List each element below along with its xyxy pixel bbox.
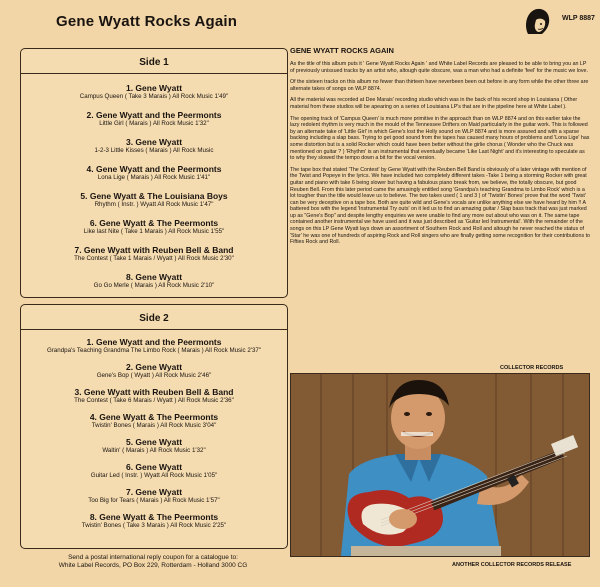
track-item	[21, 512, 287, 530]
track-item	[21, 245, 287, 263]
track-title: 3. Gene Wyatt with Reuben Bell & Band	[74, 387, 234, 397]
track-title: 7. Gene Wyatt with Reuben Bell & Band	[74, 245, 234, 255]
track-title: 3. Gene Wyatt	[125, 137, 183, 147]
track-detail: Guitar Led ( Instr. ) Wyatt All Rock Music 1'05"	[90, 472, 218, 479]
side-2-label: Side 2	[139, 313, 169, 324]
liner-paragraph: As the title of this album puts it ' Gene Wyatt Rocks Again ' and White Label Records are pleased to be able to bring you an LP of previously unissued tracks by an artist who, altough quite obscure, was a man who had a definite 'feel' for the music we love.	[290, 61, 588, 74]
side-1-panel	[20, 48, 288, 298]
liner-paragraph: The tape box that stated 'The Contest' by Gene Wyatt with the Reuben Bell Band is obviously of a later vintage with mention of the Twist and Popeye in the lyrics. We have included two completely different takes -Take 1 being a storming Rocker with great guitar and piano with take 6 being slower but having a fabulous piano break from, we believe, the totally obscure, but good Reuben Bell. From this later period came the amusingly entitled song 'Grandpa's teaching Grandma to Limbo Rock' which is a lot tougher than the title would leave us to believe. The two takes used ( 1 and 3 ) of 'Twistin' Bones' prove that the word 'Twist' can be very deceptive on a tape box. Both are quite wild and Gene's vocals are unlike anything else we have heard by him !! A battered box with the legend 'Instrumental Try outs' on it led us to find an amazing guitar / Slap bass track that was just marked up as "Gene's Bop" and despite lengthy enquiries we were unable to find any more out about who was on it. The same tape contained another instrumental we have used and it was just described as 'Guitar led Instrumental'. With the remainder of the songs on this LP Gene Wyatt lays down an assortment of Southern Rock and Roll and altough he never reached the status of 'Star' he was one of hundreds of aspiring Rock and Roll singers who are finally getting some recognition for their contributions to Fifties Rock and Roll.	[290, 166, 590, 246]
track-title: 8. Gene Wyatt & The Peermonts	[89, 512, 219, 522]
track-title: 6. Gene Wyatt & The Peermonts	[89, 218, 219, 228]
track-item	[21, 487, 287, 505]
track-title: 8. Gene Wyatt	[125, 272, 183, 282]
track-item	[21, 337, 287, 355]
liner-paragraph: All the material was recorded at Dee Marais' recording studio which was in the back of his record shop in Louisiana ( Other material from these studios will be apearing on a series of Louisiana LP's that are in the pipeline here at White Label ).	[290, 97, 578, 110]
release-note: ANOTHER COLLECTOR RECORDS RELEASE	[452, 562, 572, 568]
track-item	[21, 437, 287, 455]
track-title: 5. Gene Wyatt	[125, 437, 183, 447]
liner-paragraph: The opening track of 'Campus Queen' is much more primitive in the approach than on WLP 8874 and on this earlier take the lazy redolent rhythm is very much in the mould of the Tennessee Drifters on Maid particularly in the guitar work. This is followed by an alternate take of 'Little Girl' in which Gene's lost the Holly sound on WLP 8874 and is more assured and with a sparse backing including a slap bass. Trying to get good sound from the tapes has caused many hours of problems and 'Lona Lige' has some distortion but is a solid Rocker which could have been better without the girlie chorus ( Wonder who the Chuck was mentioned on guitar ? ) 'Rhythm' is an instrumental that eventually became 'Like Last Night' and it's interesting to speculate as to why they slowed the tempo down a bit for the vocal version.	[290, 115, 590, 162]
track-detail: Campus Queen ( Take 3 Marais ) All Rock Music 1'49"	[79, 93, 229, 100]
track-title: 4. Gene Wyatt & The Peermonts	[89, 412, 219, 422]
track-item	[21, 272, 287, 290]
track-item	[21, 387, 287, 405]
track-detail: Gene's Bop ( Wyatt ) All Rock Music 2'46"	[96, 372, 212, 379]
track-title: 2. Gene Wyatt and the Peermonts	[86, 110, 222, 120]
track-detail: Go Go Merle ( Marais ) All Rock Music 2'10"	[93, 282, 215, 289]
track-title: 5. Gene Wyatt & The Louisiana Boys	[80, 191, 228, 201]
track-detail: Grandpa's Teaching Grandma The Limbo Rock ( Marais ) All Rock Music 2'37"	[46, 347, 262, 354]
track-title: 4. Gene Wyatt and the Peermonts	[86, 164, 222, 174]
side-1-divider	[21, 73, 287, 74]
track-detail: Twistin' Bones ( Marais ) All Rock Music 3'04"	[91, 422, 217, 429]
track-detail: Little Girl ( Marais ) All Rock Music 1'32"	[99, 120, 209, 127]
track-detail: Too Big for Tears ( Marais ) All Rock Music 1'57"	[88, 497, 220, 504]
track-item	[21, 191, 287, 209]
track-item	[21, 362, 287, 380]
track-detail: Twistin' Bones ( Take 3 Marais ) All Rock Music 2'25"	[81, 522, 227, 529]
track-item	[21, 83, 287, 101]
track-detail: 1-2-3 Little Kisses ( Marais ) All Rock Music	[94, 147, 214, 154]
track-detail: Rhythm ( Instr. ) Wyatt All Rock Music 1'47"	[94, 201, 214, 208]
track-item	[21, 218, 287, 236]
track-item	[21, 462, 287, 480]
side-1-label: Side 1	[139, 57, 169, 68]
track-item	[21, 110, 287, 128]
footer-line-1: Send a postal international reply coupon for a catalogue to:	[68, 554, 238, 561]
track-title: 7. Gene Wyatt	[125, 487, 183, 497]
track-title: 2. Gene Wyatt	[125, 362, 183, 372]
footer-line-2: White Label Records, PO Box 229, Rotterdam - Holland 3000 CG	[58, 562, 248, 569]
side-2-panel	[20, 304, 288, 549]
liner-notes-signature: COLLECTOR RECORDS	[500, 365, 564, 371]
track-item	[21, 164, 287, 182]
track-detail: Lona Lige ( Marais ) All Rock Music 1'41"	[97, 174, 211, 181]
liner-paragraph: Of the sixteen tracks on this album no fewer than thirteen have neverbeen been out before in any form while the other three are alternate takes of songs on WLP 8874.	[290, 79, 589, 92]
track-title: 6. Gene Wyatt	[125, 462, 183, 472]
liner-notes-heading: GENE WYATT ROCKS AGAIN	[290, 46, 394, 55]
track-detail: Like last Nite ( Take 1 Marais ) All Rock Music 1'55"	[83, 228, 225, 235]
track-title: 1. Gene Wyatt	[125, 83, 183, 93]
side-2-divider	[21, 329, 287, 330]
track-detail: The Contest ( Take 6 Marais / Wyatt ) All Rock Music 2'36"	[74, 397, 234, 404]
liner-notes	[290, 46, 590, 251]
track-detail: Waltin' ( Marais ) All Rock Music 1'32"	[102, 447, 206, 454]
track-item	[21, 137, 287, 155]
track-title: 1. Gene Wyatt and the Peermonts	[86, 337, 222, 347]
catalog-number: WLP 8887	[562, 15, 595, 22]
album-title: Gene Wyatt Rocks Again	[56, 13, 238, 30]
track-detail: The Contest ( Take 1 Marais / Wyatt ) All Rock Music 2'30"	[74, 255, 234, 262]
artist-photo	[290, 373, 590, 557]
track-item	[21, 412, 287, 430]
label-logo-icon	[518, 4, 556, 38]
catalogue-address	[20, 554, 286, 570]
